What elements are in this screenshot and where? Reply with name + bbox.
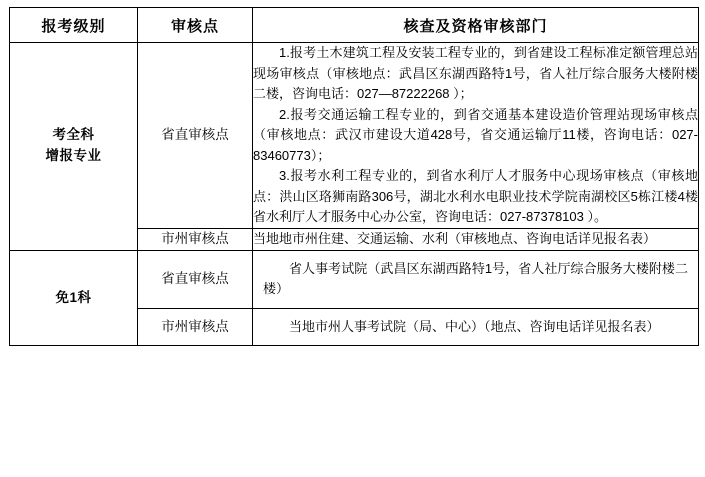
table-header [10, 8, 699, 43]
level-label-line1: 考全科 [52, 127, 95, 143]
department-paragraph: 省人事考试院（武昌区东湖西路特1号，省人社厅综合服务大楼附楼二楼） [263, 260, 688, 297]
table-body [10, 43, 699, 346]
point-cell-municipal-2: 市州审核点 [138, 308, 253, 346]
audit-table [9, 7, 699, 346]
point-cell-municipal-1: 市州审核点 [138, 228, 253, 250]
point-cell-provincial-1: 省直审核点 [138, 43, 253, 229]
level-cell-full-subjects [10, 43, 138, 251]
department-cell-provincial-2 [253, 250, 699, 308]
department-paragraph: 2.报考交通运输工程专业的，到省交通基本建设造价管理站现场审核点（审核地点：武汉市建设大道428号，省交通运输厅11楼，咨询电话：027-83460773）； [253, 106, 698, 163]
level-label-line2: 增报专业 [45, 148, 102, 164]
department-paragraph: 当地市州人事考试院（局、中心）（地点、咨询电话详见报名表） [289, 318, 660, 334]
department-cell-provincial-1 [253, 43, 699, 229]
level-cell-exempt-one: 免1科 [10, 250, 138, 346]
document-page [0, 7, 705, 477]
department-cell-municipal-1 [253, 228, 699, 250]
point-cell-provincial-2: 省直审核点 [138, 250, 253, 308]
department-paragraph: 3.报考水利工程专业的，到省水利厅人才服务中心现场审核点（审核地点：洪山区珞狮南路306号，湖北水利水电职业技术学院南湖校区5栋江楼4楼省水利厅人才服务中心办公室，咨询电话：027-87378103 ）。 [253, 168, 698, 225]
header-cell-point: 审核点 [138, 8, 253, 43]
department-cell-municipal-2 [253, 308, 699, 346]
department-paragraph: 当地地市州住建、交通运输、水利（审核地点、咨询电话详见报名表） [253, 230, 657, 246]
header-cell-department: 核查及资格审核部门 [253, 8, 699, 43]
header-row [10, 8, 699, 43]
header-cell-level: 报考级别 [10, 8, 138, 43]
department-paragraph: 1.报考土木建筑工程及安装工程专业的，到省建设工程标准定额管理总站现场审核点（审核地点：武昌区东湖西路特1号，省人社厅综合服务大楼附楼二楼，咨询电话：027—87222268 ）； [253, 45, 698, 102]
table-row [10, 250, 699, 308]
table-row [10, 43, 699, 229]
